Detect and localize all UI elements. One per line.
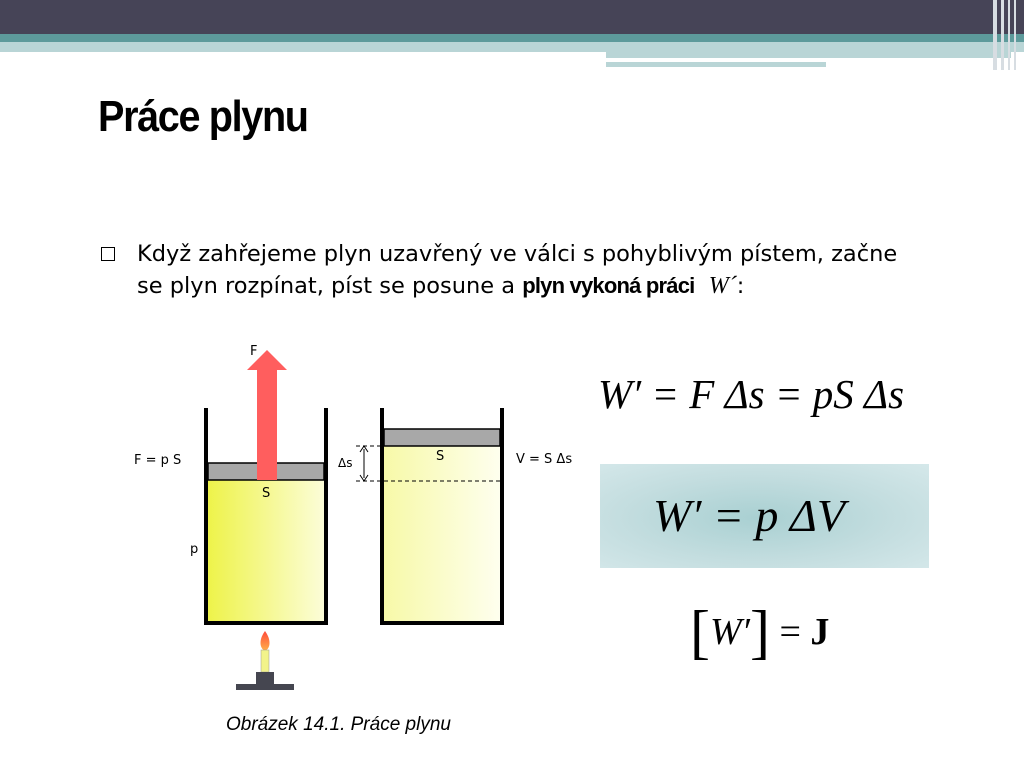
- label-delta-s: Δs: [338, 456, 353, 470]
- label-volume-equation: V = S Δs: [516, 452, 573, 467]
- equation-work-volume: W′ = p ΔV: [653, 490, 846, 541]
- burner-stem: [256, 672, 274, 684]
- right-piston: [384, 429, 500, 446]
- unit-bracket-close: ]: [749, 599, 770, 665]
- header-deco-vline-4: [1014, 0, 1016, 70]
- bullet-colon: :: [736, 273, 745, 299]
- burner-base: [236, 684, 294, 690]
- header-deco-strip-b: [606, 62, 826, 67]
- candle: [261, 650, 269, 672]
- bullet-symbol: W´: [708, 273, 737, 299]
- gas-work-diagram: [120, 335, 590, 700]
- force-arrow: [247, 350, 287, 480]
- bullet-text-main: Když zahřejeme plyn uzavřený ve válci s pohyblivým pístem, začne se plyn rozpínat, píst se posune a: [137, 241, 898, 299]
- label-force: F: [250, 344, 258, 359]
- header-deco-line: [606, 58, 946, 59]
- label-pressure: p: [190, 542, 199, 557]
- unit-symbol: W′: [709, 611, 750, 653]
- header-deco-vline-3: [1008, 0, 1010, 70]
- unit-bracket-open: [: [690, 599, 710, 665]
- equation-unit: [690, 598, 829, 667]
- flame-icon: [261, 631, 270, 651]
- header-dark-bar: [0, 0, 1024, 34]
- header-deco-vline-1: [993, 0, 997, 70]
- unit-equals: =: [769, 611, 811, 653]
- header-light-teal-band: [0, 42, 1024, 52]
- figure-caption: Obrázek 14.1. Práce plynu: [226, 714, 451, 735]
- bullet-highlight: plyn vykoná práci: [522, 273, 695, 298]
- left-gas-fill: [208, 480, 324, 621]
- bullet-text: [137, 238, 927, 302]
- label-area-left: S: [262, 486, 271, 501]
- bullet-checkbox-icon: [101, 247, 115, 261]
- unit-joule: J: [810, 611, 830, 653]
- equation-work-force: W′ = F Δs = pS Δs: [598, 371, 905, 417]
- label-area-right: S: [436, 449, 445, 464]
- label-force-equation: F = p S: [134, 453, 182, 468]
- header-deco-vline-2: [1001, 0, 1004, 70]
- right-gas-fill: [384, 446, 500, 621]
- header-teal-band: [0, 34, 1024, 42]
- slide-title: Práce plynu: [98, 92, 308, 141]
